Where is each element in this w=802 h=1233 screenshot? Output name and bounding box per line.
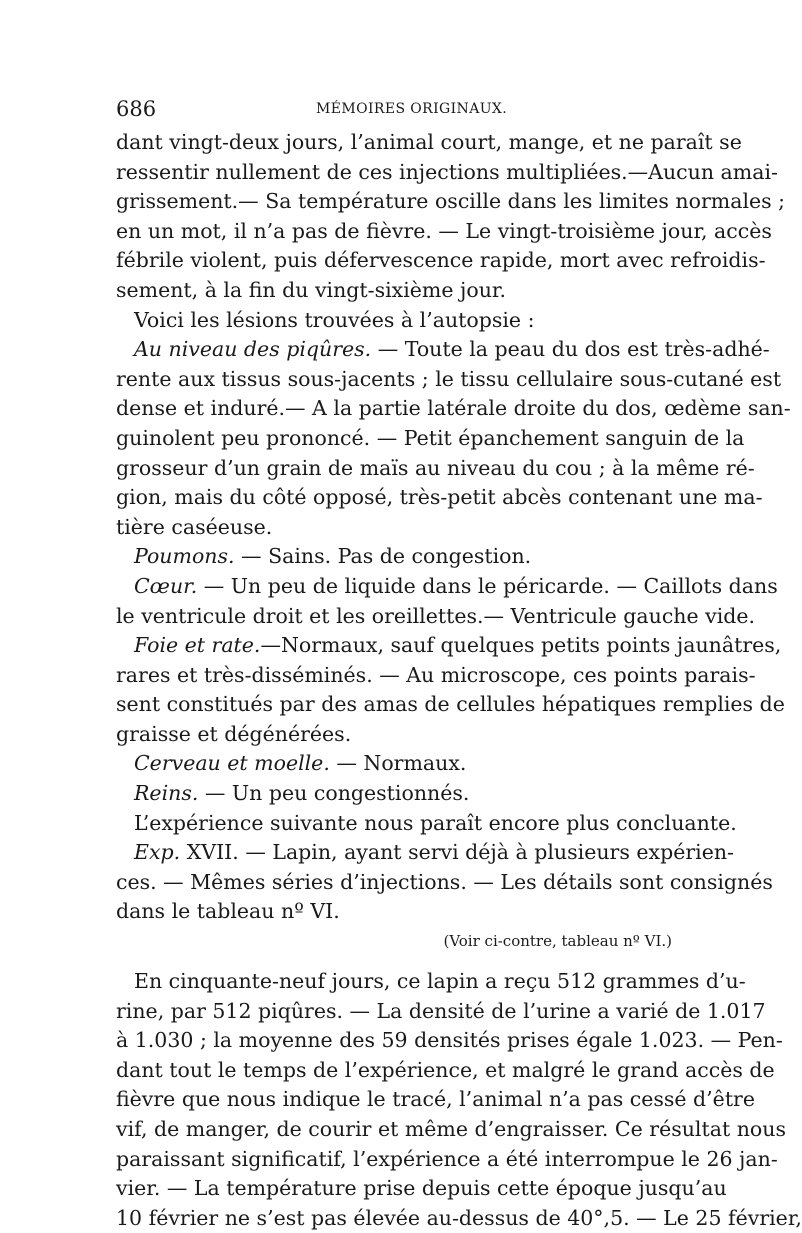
body-text: [116, 128, 802, 1233]
text-line: L’expérience suivante nous paraît encore plus concluante.: [134, 810, 737, 835]
text-line: fébrile violent, puis défervescence rapide, mort avec refroidis-: [116, 248, 766, 273]
section-label: Exp.: [134, 840, 181, 865]
text-line: rares et très-disséminés. — Au microscope, ces points parais-: [116, 662, 756, 687]
text-line: [116, 779, 686, 809]
text-line: dense et induré.— A la partie latérale droite du dos, œdème san-: [116, 396, 791, 421]
running-head: MÉMOIRES ORIGINAUX.: [316, 101, 508, 117]
text-line: 10 février ne s’est pas élevée au-dessus de 40°,5. — Le 25 février,: [116, 1205, 802, 1230]
line-text: — Sains. Pas de congestion.: [234, 544, 532, 569]
text-line: ressentir nullement de ces injections multipliées.—Aucun amai-: [116, 159, 778, 184]
text-line: grosseur d’un grain de maïs au niveau du cou ; à la même ré-: [116, 455, 755, 480]
text-line: dant vingt-deux jours, l’animal court, mange, et ne paraît se: [116, 130, 742, 154]
text-line: [116, 542, 686, 572]
paragraph-gap: [116, 955, 686, 967]
table-reference-note: (Voir ci-contre, tableau nº VI.): [443, 932, 672, 951]
text-line: [116, 335, 770, 365]
text-line: paraissant significatif, l’expérience a été interrompue le 26 jan-: [116, 1146, 778, 1171]
text-line: sent constitués par des amas de cellules hépatiques remplies de: [116, 692, 785, 717]
text-line: rente aux tissus sous-jacents ; le tissu cellulaire sous-cutané est: [116, 366, 782, 391]
text-line: [116, 838, 734, 868]
text-line: le ventricule droit et les oreillettes.— Ventricule gauche vide.: [116, 603, 756, 628]
section-label: Cerveau et moelle.: [134, 751, 330, 776]
text-line: rine, par 512 piqûres. — La densité de l’urine a varié de 1.017: [116, 998, 766, 1023]
line-text: — Un peu congestionnés.: [198, 781, 470, 806]
text-line: dans le tableau nº VI.: [116, 899, 340, 924]
text-line: graisse et dégénérées.: [116, 721, 352, 746]
section-label: Cœur.: [134, 573, 198, 598]
text-line: vier. — La température prise depuis cette époque jusqu’au: [116, 1176, 727, 1201]
section-label: Reins.: [134, 781, 199, 806]
text-line: ces. — Mêmes séries d’injections. — Les détails sont consignés: [116, 869, 773, 894]
text-line: Voici les lésions trouvées à l’autopsie :: [134, 307, 535, 332]
text-line: à 1.030 ; la moyenne des 59 densités prises égale 1.023. — Pen-: [116, 1028, 783, 1053]
text-line: tière caséeuse.: [116, 514, 273, 539]
text-line: fièvre que nous indique le tracé, l’animal n’a pas cessé d’être: [116, 1087, 755, 1112]
page-number: 686: [116, 97, 157, 121]
text-line: [116, 631, 782, 661]
line-text: XVII. — Lapin, ayant servi déjà à plusieurs expérien-: [180, 840, 734, 865]
text-line: vif, de manger, de courir et même d’engraisser. Ce résultat nous: [116, 1117, 786, 1141]
text-line: sement, à la fin du vingt-sixième jour.: [116, 277, 506, 302]
page-header: [116, 97, 684, 125]
line-text: — Normaux.: [329, 751, 467, 776]
text-line: En cinquante-neuf jours, ce lapin a reçu 512 grammes d’u-: [134, 969, 746, 994]
section-label: Foie et rate.: [134, 633, 261, 658]
text-line: [116, 749, 686, 779]
line-text: — Un peu de liquide dans le péricarde. — Caillots dans: [197, 573, 778, 598]
line-text: —Normaux, sauf quelques petits points jaunâtres,: [260, 633, 782, 658]
text-line: [116, 572, 778, 602]
text-line: dant tout le temps de l’expérience, et malgré le grand accès de: [116, 1057, 775, 1082]
line-text: — Toute la peau du dos est très-adhé-: [371, 337, 770, 362]
text-line: en un mot, il n’a pas de fièvre. — Le vingt-troisième jour, accès: [116, 218, 772, 243]
section-label: Au niveau des piqûres.: [134, 337, 372, 362]
text-line: guinolent peu prononcé. — Petit épanchement sanguin de la: [116, 425, 745, 450]
section-label: Poumons.: [134, 544, 235, 569]
text-line: grissement.— Sa température oscille dans les limites normales ;: [116, 189, 786, 214]
text-line: gion, mais du côté opposé, très-petit abcès contenant une ma-: [116, 485, 763, 510]
